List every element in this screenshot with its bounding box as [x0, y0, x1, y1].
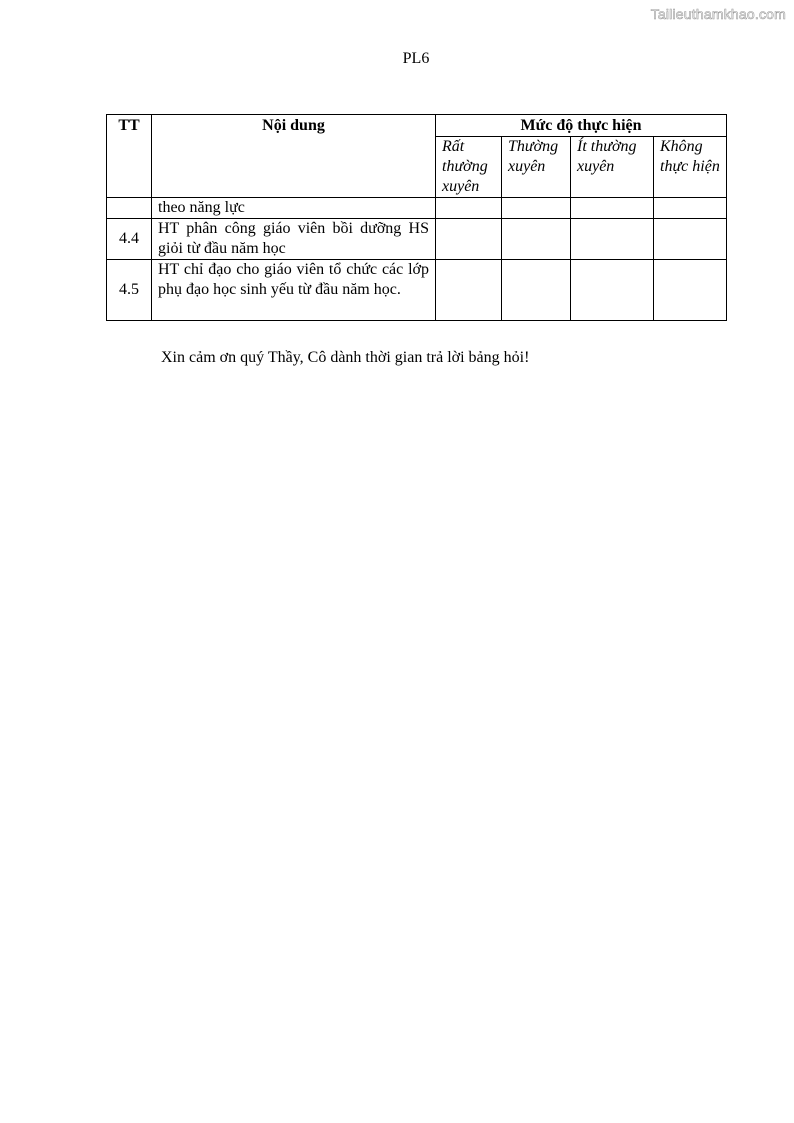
row-tt: 4.4 — [107, 219, 152, 260]
level-cell — [436, 198, 502, 219]
header-level-group: Mức độ thực hiện — [436, 115, 727, 137]
level-cell — [502, 219, 571, 260]
row-content: HT phân công giáo viên bồi dưỡng HS giỏi từ đầu năm học — [152, 219, 436, 260]
level-cell — [436, 260, 502, 321]
watermark-text: Tailieuthamkhao.com — [650, 6, 786, 22]
row-tt — [107, 198, 152, 219]
header-level-never: Không thực hiện — [654, 137, 727, 198]
level-cell — [436, 219, 502, 260]
table-row — [107, 260, 727, 321]
header-level-very-often: Rất thường xuyên — [436, 137, 502, 198]
level-cell — [571, 219, 654, 260]
row-tt: 4.5 — [107, 260, 152, 321]
level-cell — [654, 260, 727, 321]
level-cell — [502, 260, 571, 321]
level-cell — [571, 260, 654, 321]
level-cell — [571, 198, 654, 219]
level-cell — [502, 198, 571, 219]
row-content: theo năng lực — [152, 198, 436, 219]
level-cell — [654, 219, 727, 260]
header-content: Nội dung — [152, 115, 436, 198]
page-label: PL6 — [402, 50, 430, 67]
level-cell — [654, 198, 727, 219]
header-level-often: Thường xuyên — [502, 137, 571, 198]
table-row — [107, 198, 727, 219]
closing-text: Xin cảm ơn quý Thầy, Cô dành thời gian trả lời bảng hỏi! — [161, 349, 530, 366]
survey-table — [106, 114, 727, 321]
row-content: HT chỉ đạo cho giáo viên tổ chức các lớp phụ đạo học sinh yếu từ đầu năm học. — [152, 260, 436, 321]
table-header-row — [107, 115, 727, 137]
table-row — [107, 219, 727, 260]
header-tt: TT — [107, 115, 152, 198]
header-level-rarely: Ít thường xuyên — [571, 137, 654, 198]
